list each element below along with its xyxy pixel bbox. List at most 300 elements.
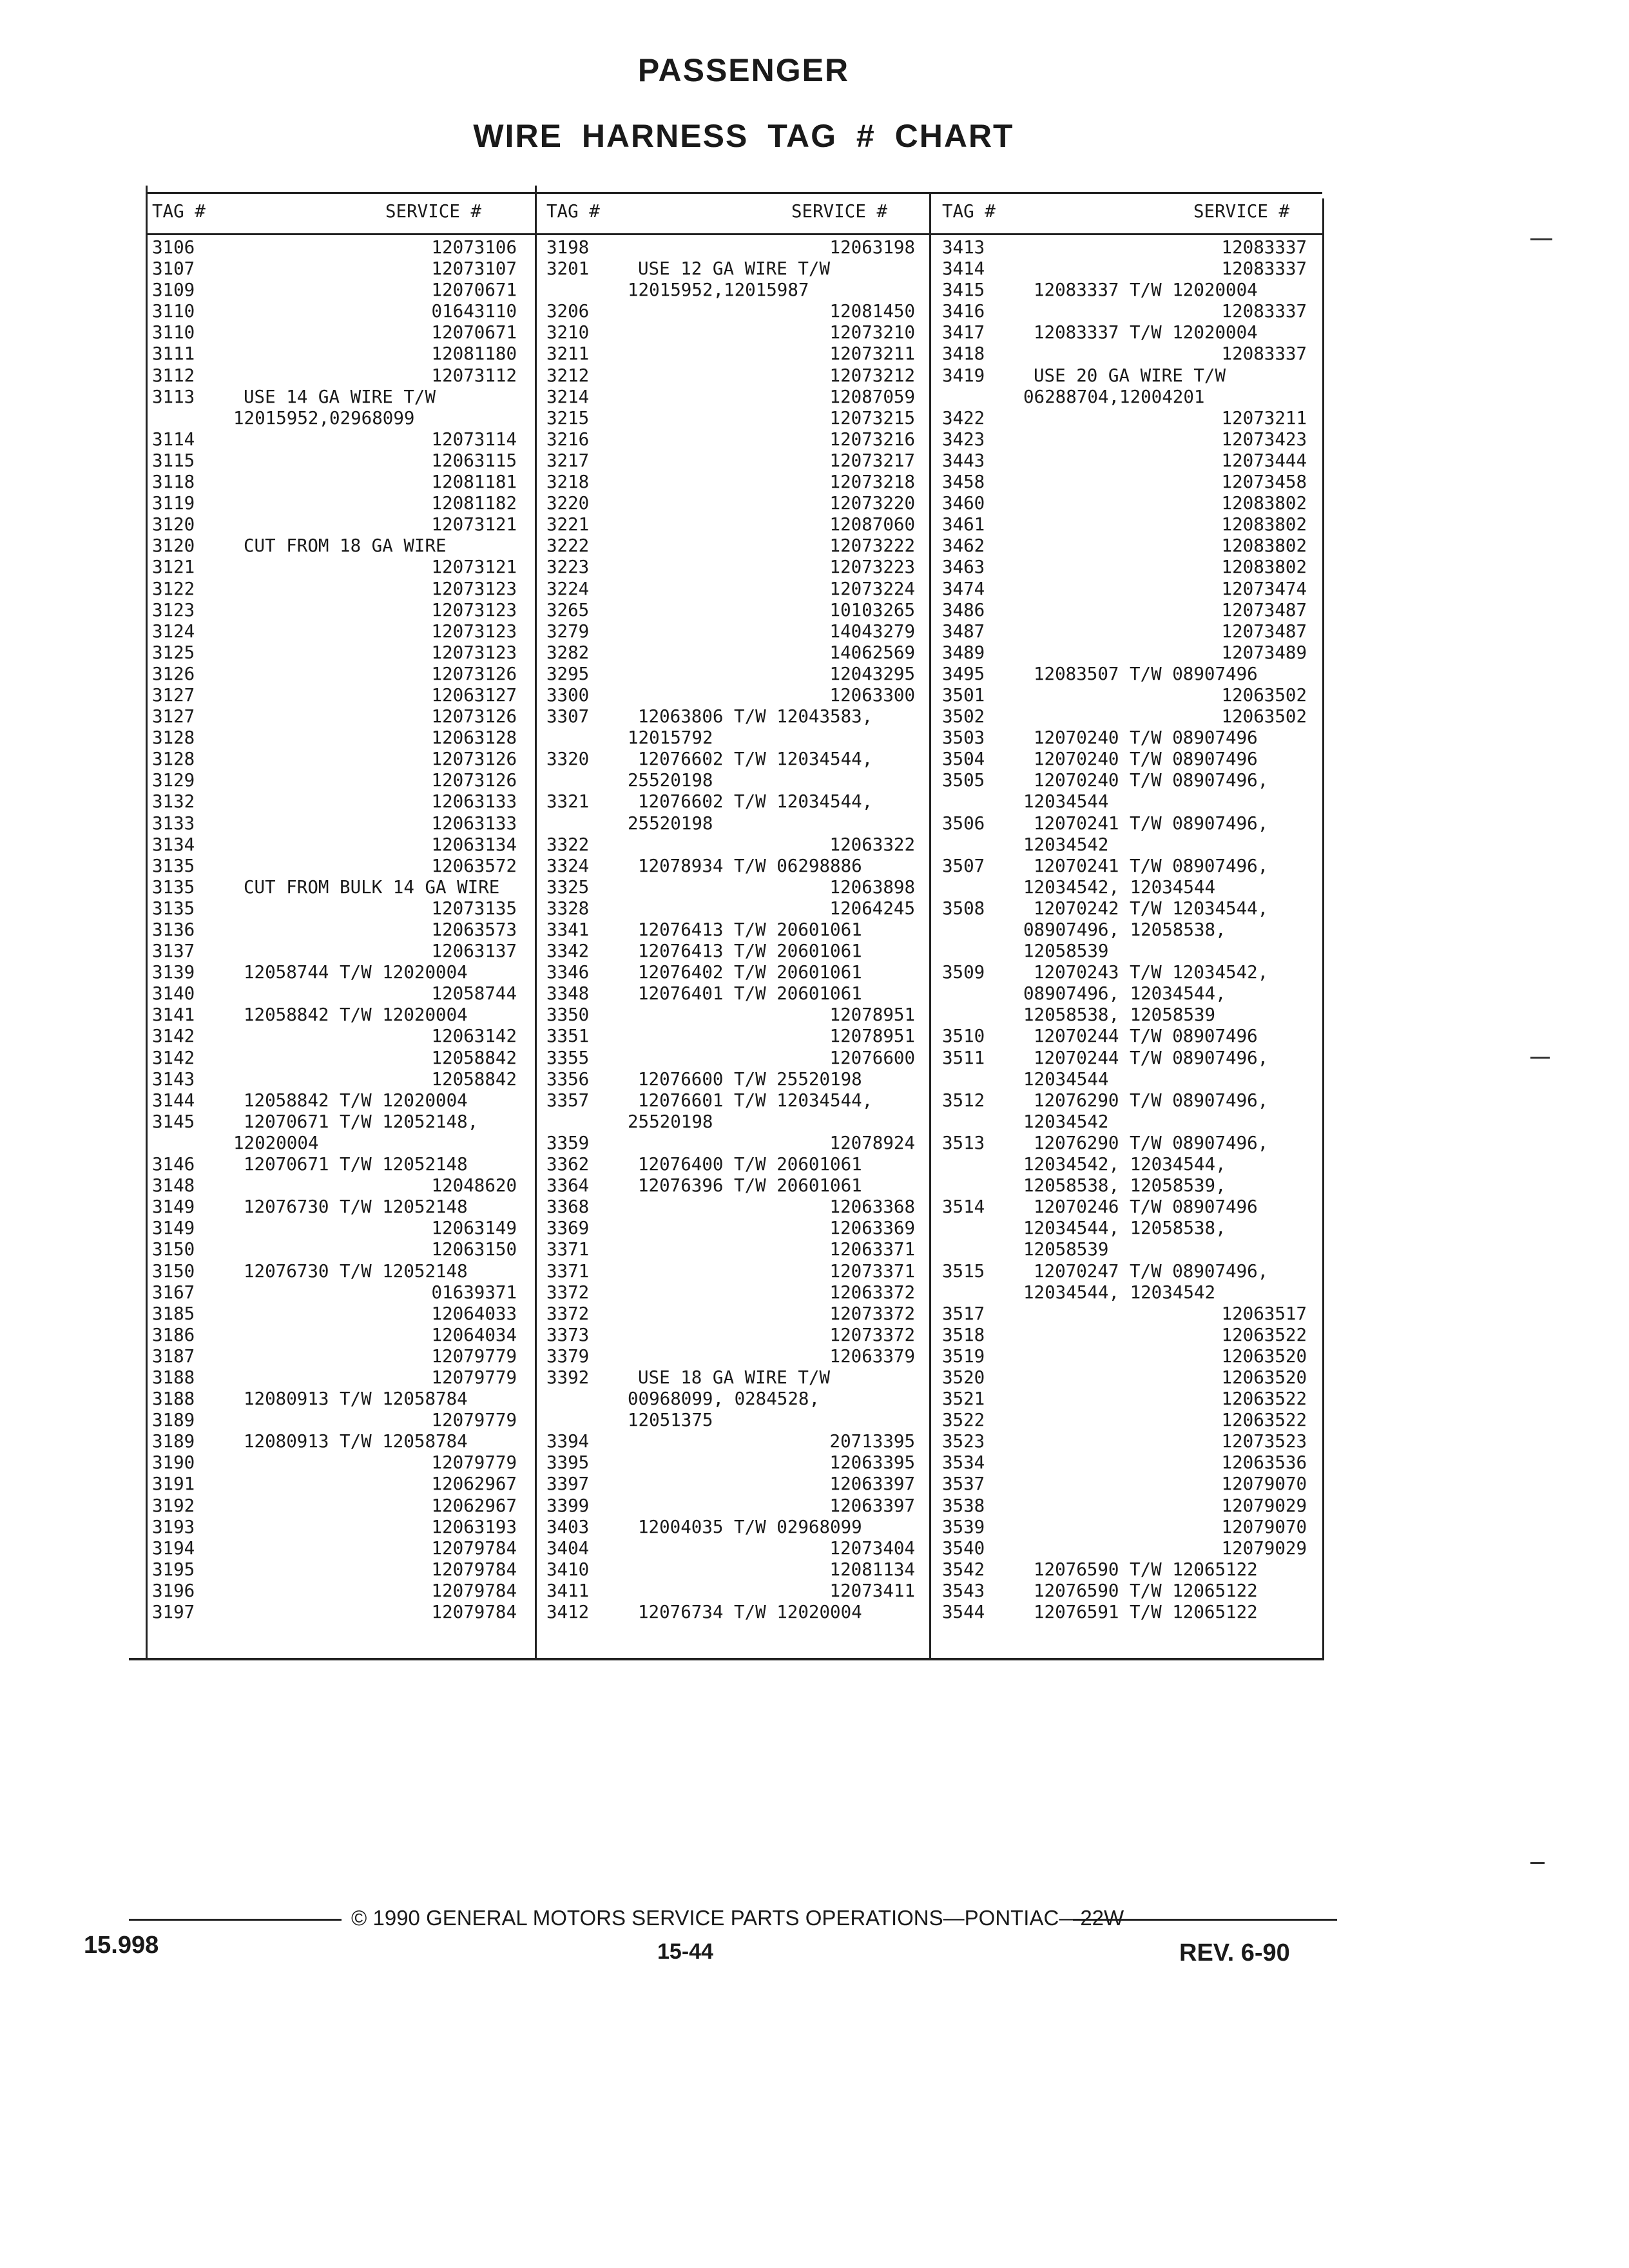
tag-number: 3136 (152, 919, 195, 940)
tag-number: 3539 (942, 1516, 985, 1537)
tag-number: 3423 (942, 428, 985, 450)
table-row (152, 1261, 517, 1282)
table-row (942, 1303, 1307, 1325)
table-row (152, 1069, 517, 1090)
tag-number: 3511 (942, 1047, 985, 1068)
table-row (546, 600, 915, 621)
service-number: 12087060 (829, 514, 915, 535)
table-row (942, 343, 1307, 365)
tag-number: 3503 (942, 727, 985, 749)
tag-number: 3218 (546, 472, 590, 493)
tag-header: TAG # (942, 201, 996, 222)
tag-number: 3397 (546, 1474, 590, 1495)
service-number: 12073458 (1221, 472, 1307, 493)
table-row (546, 834, 915, 856)
tag-number: 3195 (152, 1559, 195, 1580)
service-number: 12079779 (431, 1410, 517, 1431)
service-continuation: 12034544 (1023, 1068, 1109, 1090)
service-number: 12083802 (1221, 514, 1307, 535)
table-row (546, 1474, 915, 1495)
table-row (546, 322, 915, 343)
tag-number: 3211 (546, 343, 590, 365)
table-row (152, 1111, 517, 1133)
table-row (152, 1325, 517, 1346)
service-continuation: 25520198 (628, 812, 713, 834)
table-row (546, 557, 915, 578)
table-row (152, 1431, 517, 1452)
table-row (942, 408, 1307, 429)
service-number: 12073123 (431, 599, 517, 620)
tag-number: 3373 (546, 1324, 590, 1345)
service-number: 12048620 (431, 1175, 517, 1196)
tag-number: 3514 (942, 1196, 985, 1218)
service-number: 12083337 T/W 12020004 (1034, 322, 1258, 343)
table-row (942, 1581, 1307, 1602)
tag-number: 3416 (942, 301, 985, 322)
tag-number: 3322 (546, 834, 590, 855)
service-header: SERVICE # (1193, 201, 1290, 222)
service-continuation: 12034542, 12034544 (1023, 876, 1216, 898)
table-row (546, 1538, 915, 1559)
service-number: 12063322 (829, 834, 915, 855)
service-continuation: 12034542, 12034544, (1023, 1154, 1226, 1175)
service-number: 12063368 (829, 1196, 915, 1218)
table-row (152, 1452, 517, 1474)
service-number: 12058744 (431, 983, 517, 1004)
service-number: USE 12 GA WIRE T/W (638, 258, 831, 280)
tag-number: 3537 (942, 1474, 985, 1495)
table-row (942, 301, 1307, 322)
service-number: 12073210 (829, 322, 915, 343)
tag-number: 3506 (942, 812, 985, 834)
service-number: 12073371 (829, 1260, 915, 1282)
service-number: 14062569 (829, 642, 915, 663)
table-row (152, 1367, 517, 1389)
service-number: 12063395 (829, 1452, 915, 1474)
service-number: 12064033 (431, 1303, 517, 1324)
service-number: 12070244 T/W 08907496 (1034, 1026, 1258, 1047)
tag-number: 3419 (942, 365, 985, 386)
tag-number: 3139 (152, 962, 195, 983)
table-row (546, 664, 915, 685)
tag-number: 3417 (942, 322, 985, 343)
tag-number: 3300 (546, 684, 590, 706)
tag-number: 3460 (942, 493, 985, 514)
table-row (546, 1004, 915, 1026)
table-row (152, 1410, 517, 1431)
table-row (546, 1325, 915, 1346)
service-number: 14043279 (829, 620, 915, 642)
tag-number: 3109 (152, 280, 195, 301)
service-number: 12073121 (431, 557, 517, 578)
table-row (942, 1495, 1307, 1517)
tag-number: 3348 (546, 983, 590, 1004)
tag-number: 3217 (546, 450, 590, 471)
tag-number: 3124 (152, 620, 195, 642)
service-number: 12063300 (829, 684, 915, 706)
tag-number: 3341 (546, 919, 590, 940)
table-row (546, 706, 915, 727)
tag-number: 3371 (546, 1239, 590, 1260)
tag-number: 3141 (152, 1004, 195, 1026)
table-row (152, 1239, 517, 1260)
service-number: 12070241 T/W 08907496, (1034, 812, 1269, 834)
tag-number: 3206 (546, 301, 590, 322)
service-number: 12083802 (1221, 493, 1307, 514)
service-number: 12063898 (829, 876, 915, 898)
table-row (152, 557, 517, 578)
service-number: 12073126 (431, 770, 517, 791)
table-row (152, 1048, 517, 1069)
service-number: 12073487 (1221, 620, 1307, 642)
service-number: 12063134 (431, 834, 517, 855)
tag-number: 3216 (546, 428, 590, 450)
tag-number: 3194 (152, 1537, 195, 1559)
table-row (152, 941, 517, 962)
table-row (546, 450, 915, 472)
service-number: 12063502 (1221, 706, 1307, 727)
service-number: 12073220 (829, 493, 915, 514)
table-row (152, 621, 517, 642)
tag-number: 3324 (546, 855, 590, 876)
tag-number: 3122 (152, 578, 195, 599)
service-number: 12064034 (431, 1324, 517, 1345)
tag-number: 3369 (546, 1218, 590, 1239)
service-header: SERVICE # (791, 201, 888, 222)
table-row (152, 877, 517, 898)
service-number: 12070243 T/W 12034542, (1034, 962, 1269, 983)
service-number: 12004035 T/W 02968099 (638, 1516, 862, 1537)
service-number: 10103265 (829, 599, 915, 620)
table-row (942, 1431, 1307, 1452)
table-row (152, 1495, 517, 1517)
table-row (942, 1367, 1307, 1389)
tag-number: 3150 (152, 1239, 195, 1260)
service-number: 12083337 (1221, 258, 1307, 280)
tag-number: 3120 (152, 514, 195, 535)
table-row (152, 237, 517, 258)
table-row (942, 685, 1307, 706)
tag-number: 3128 (152, 727, 195, 749)
table-row (546, 1602, 915, 1623)
tag-number: 3328 (546, 898, 590, 919)
tag-number: 3320 (546, 749, 590, 770)
service-continuation: 12058538, 12058539, (1023, 1175, 1226, 1196)
service-number: 12063397 (829, 1474, 915, 1495)
table-row (942, 322, 1307, 343)
page-title: PASSENGER (637, 52, 850, 88)
table-row (942, 898, 1307, 919)
table-row (152, 365, 517, 387)
tag-number: 3523 (942, 1431, 985, 1452)
table-row (942, 1261, 1307, 1282)
service-number: 12073444 (1221, 450, 1307, 471)
service-number: USE 20 GA WIRE T/W (1034, 365, 1226, 386)
tag-number: 3144 (152, 1090, 195, 1111)
service-continuation: 12020004 (233, 1132, 319, 1153)
table-row (942, 1090, 1307, 1111)
table-row (942, 472, 1307, 493)
tag-number: 3507 (942, 855, 985, 876)
tag-number: 3142 (152, 1026, 195, 1047)
service-number: 12083507 T/W 08907496 (1034, 663, 1258, 684)
tag-number: 3521 (942, 1389, 985, 1410)
service-number: 12070241 T/W 08907496, (1034, 855, 1269, 876)
table-row (152, 664, 517, 685)
service-number: 12078951 (829, 1026, 915, 1047)
tag-header: TAG # (152, 201, 206, 222)
service-number: 12083337 (1221, 237, 1307, 258)
table-row (546, 343, 915, 365)
service-number: 12063522 (1221, 1410, 1307, 1431)
tag-number: 3127 (152, 706, 195, 727)
tag-number: 3115 (152, 450, 195, 471)
service-number: 12076413 T/W 20601061 (638, 919, 862, 940)
service-continuation: 12034544, 12058538, (1023, 1218, 1226, 1239)
service-number: 12063536 (1221, 1452, 1307, 1474)
tag-number: 3167 (152, 1282, 195, 1303)
tag-number: 3150 (152, 1260, 195, 1282)
tag-number: 3210 (546, 322, 590, 343)
service-number: 12079784 (431, 1602, 517, 1622)
service-number: 12058744 T/W 12020004 (244, 962, 468, 983)
service-number: 12076401 T/W 20601061 (638, 983, 862, 1004)
service-number: 12063137 (431, 941, 517, 962)
table-row (546, 919, 915, 941)
service-number: 12063522 (1221, 1324, 1307, 1345)
service-number: 12076400 T/W 20601061 (638, 1154, 862, 1175)
service-continuation: 00968099, 0284528, (628, 1389, 820, 1410)
service-number: USE 14 GA WIRE T/W (244, 386, 436, 407)
tag-number: 3187 (152, 1345, 195, 1367)
service-number: 12073223 (829, 557, 915, 578)
service-number: 12063127 (431, 684, 517, 706)
table-row (942, 727, 1307, 749)
tag-number: 3223 (546, 557, 590, 578)
service-continuation: 12034544 (1023, 791, 1109, 812)
margin-mark (1530, 1862, 1545, 1864)
service-number: 12070247 T/W 08907496, (1034, 1260, 1269, 1282)
service-number: 12081450 (829, 301, 915, 322)
table-row (546, 685, 915, 706)
table-row (152, 387, 517, 408)
table-row (546, 1517, 915, 1538)
table-row (942, 1474, 1307, 1495)
service-number: 12076600 T/W 25520198 (638, 1068, 862, 1090)
service-number: 12073106 (431, 237, 517, 258)
tag-number: 3486 (942, 599, 985, 620)
tag-number: 3188 (152, 1389, 195, 1410)
service-number: 12073487 (1221, 599, 1307, 620)
service-number: 12073523 (1221, 1431, 1307, 1452)
service-number: 12081181 (431, 472, 517, 493)
table-row (546, 1133, 915, 1154)
service-number: 12063371 (829, 1239, 915, 1260)
service-number: 12063397 (829, 1495, 915, 1516)
service-number: 12079784 (431, 1537, 517, 1559)
service-continuation: 12015952,02968099 (233, 407, 415, 428)
tag-number: 3307 (546, 706, 590, 727)
service-number: 12076402 T/W 20601061 (638, 962, 862, 983)
section-code: 15.998 (84, 1932, 159, 1959)
table-row (942, 579, 1307, 600)
service-number: 12073114 (431, 428, 517, 450)
service-number: CUT FROM 18 GA WIRE (244, 535, 447, 557)
service-number: 12073489 (1221, 642, 1307, 663)
service-number: 12076413 T/W 20601061 (638, 941, 862, 962)
table-row (546, 1559, 915, 1581)
tag-number: 3414 (942, 258, 985, 280)
table-row (942, 557, 1307, 578)
service-number: 12078924 (829, 1132, 915, 1153)
service-number: 12062967 (431, 1495, 517, 1516)
table-row (546, 1495, 915, 1517)
tag-number: 3489 (942, 642, 985, 663)
tag-number: 3510 (942, 1026, 985, 1047)
service-number: 12070671 (431, 322, 517, 343)
tag-number: 3372 (546, 1282, 590, 1303)
tag-number: 3113 (152, 386, 195, 407)
table-row (942, 621, 1307, 642)
table-row (152, 962, 517, 983)
service-number: 12079784 (431, 1559, 517, 1580)
table-row (546, 962, 915, 983)
tag-number: 3121 (152, 557, 195, 578)
service-number: 12063502 (1221, 684, 1307, 706)
tag-number: 3509 (942, 962, 985, 983)
table-row (546, 1239, 915, 1260)
column-2 (546, 197, 915, 1623)
tag-number: 3534 (942, 1452, 985, 1474)
tag-number: 3110 (152, 301, 195, 322)
table-row (152, 898, 517, 919)
tag-number: 3110 (152, 322, 195, 343)
table-row (152, 1175, 517, 1196)
tag-number: 3221 (546, 514, 590, 535)
tag-number: 3190 (152, 1452, 195, 1474)
tag-number: 3508 (942, 898, 985, 919)
service-number: 12070246 T/W 08907496 (1034, 1196, 1258, 1218)
service-number: 12073112 (431, 365, 517, 386)
service-number: 12073222 (829, 535, 915, 557)
table-row (152, 983, 517, 1004)
table-row (152, 1559, 517, 1581)
tag-number: 3418 (942, 343, 985, 365)
table-row (546, 237, 915, 258)
tag-number: 3379 (546, 1345, 590, 1367)
tag-number: 3394 (546, 1431, 590, 1452)
tag-number: 3399 (546, 1495, 590, 1516)
service-number: 12079784 (431, 1580, 517, 1601)
table-row (546, 642, 915, 664)
tag-number: 3321 (546, 791, 590, 812)
table-row (942, 1538, 1307, 1559)
table-row (152, 579, 517, 600)
service-number: 12073211 (1221, 407, 1307, 428)
tag-number: 3123 (152, 599, 195, 620)
service-number: 12078934 T/W 06298886 (638, 855, 862, 876)
tag-number: 3542 (942, 1559, 985, 1580)
service-number: 12070671 T/W 12052148 (244, 1154, 468, 1175)
service-number: 12073216 (829, 428, 915, 450)
table-row (546, 514, 915, 535)
service-number: 12079779 (431, 1367, 517, 1388)
table-row (546, 1196, 915, 1218)
tag-number: 3135 (152, 855, 195, 876)
table-row (942, 1026, 1307, 1047)
tag-number: 3126 (152, 663, 195, 684)
service-continuation: 12058539 (1023, 1239, 1109, 1260)
service-number: 12073474 (1221, 578, 1307, 599)
table-row (152, 450, 517, 472)
service-number: 12083337 (1221, 343, 1307, 365)
tag-number: 3461 (942, 514, 985, 535)
tag-number: 3224 (546, 578, 590, 599)
tag-number: 3282 (546, 642, 590, 663)
tag-number: 3342 (546, 941, 590, 962)
service-number: 12076602 T/W 12034544, (638, 749, 873, 770)
table-row (546, 1069, 915, 1090)
table-row (546, 1218, 915, 1239)
tag-number: 3114 (152, 428, 195, 450)
service-number: 12079070 (1221, 1516, 1307, 1537)
service-number: 12080913 T/W 12058784 (244, 1389, 468, 1410)
tag-number: 3127 (152, 684, 195, 706)
service-number: 12076590 T/W 12065122 (1034, 1580, 1258, 1601)
service-number: 12058842 T/W 12020004 (244, 1090, 468, 1111)
service-number: 01643110 (431, 301, 517, 322)
service-number: 12083337 T/W 12020004 (1034, 280, 1258, 301)
table-row (152, 1282, 517, 1303)
tag-number: 3501 (942, 684, 985, 706)
margin-mark (1530, 238, 1552, 240)
service-continuation: 08907496, 12034544, (1023, 983, 1226, 1004)
tag-number: 3355 (546, 1047, 590, 1068)
tag-number: 3198 (546, 237, 590, 258)
table-row (546, 749, 915, 770)
service-number: 12073126 (431, 706, 517, 727)
table-row (152, 813, 517, 834)
table-row (546, 1346, 915, 1367)
service-continuation: 12034542 (1023, 1111, 1109, 1132)
tag-number: 3106 (152, 237, 195, 258)
table-row (942, 856, 1307, 877)
service-number: 12063517 (1221, 1303, 1307, 1324)
table-row (546, 301, 915, 322)
tag-number: 3220 (546, 493, 590, 514)
tag-number: 3295 (546, 663, 590, 684)
table-row (152, 1154, 517, 1175)
table-row (152, 535, 517, 557)
service-continuation: 12015792 (628, 727, 713, 749)
table-row (546, 493, 915, 514)
table-row (152, 472, 517, 493)
tag-number: 3350 (546, 1004, 590, 1026)
service-number: 12063150 (431, 1239, 517, 1260)
tag-header: TAG # (546, 201, 600, 222)
margin-mark (1530, 1057, 1550, 1059)
revision-label: REV. 6-90 (1179, 1939, 1290, 1966)
table-row (942, 1517, 1307, 1538)
table-row (152, 749, 517, 770)
table-row (546, 1282, 915, 1303)
service-number: 12058842 T/W 12020004 (244, 1004, 468, 1026)
table-row (546, 535, 915, 557)
table-row (152, 727, 517, 749)
service-number: 12079779 (431, 1345, 517, 1367)
tag-number: 3410 (546, 1559, 590, 1580)
service-number: 12064245 (829, 898, 915, 919)
